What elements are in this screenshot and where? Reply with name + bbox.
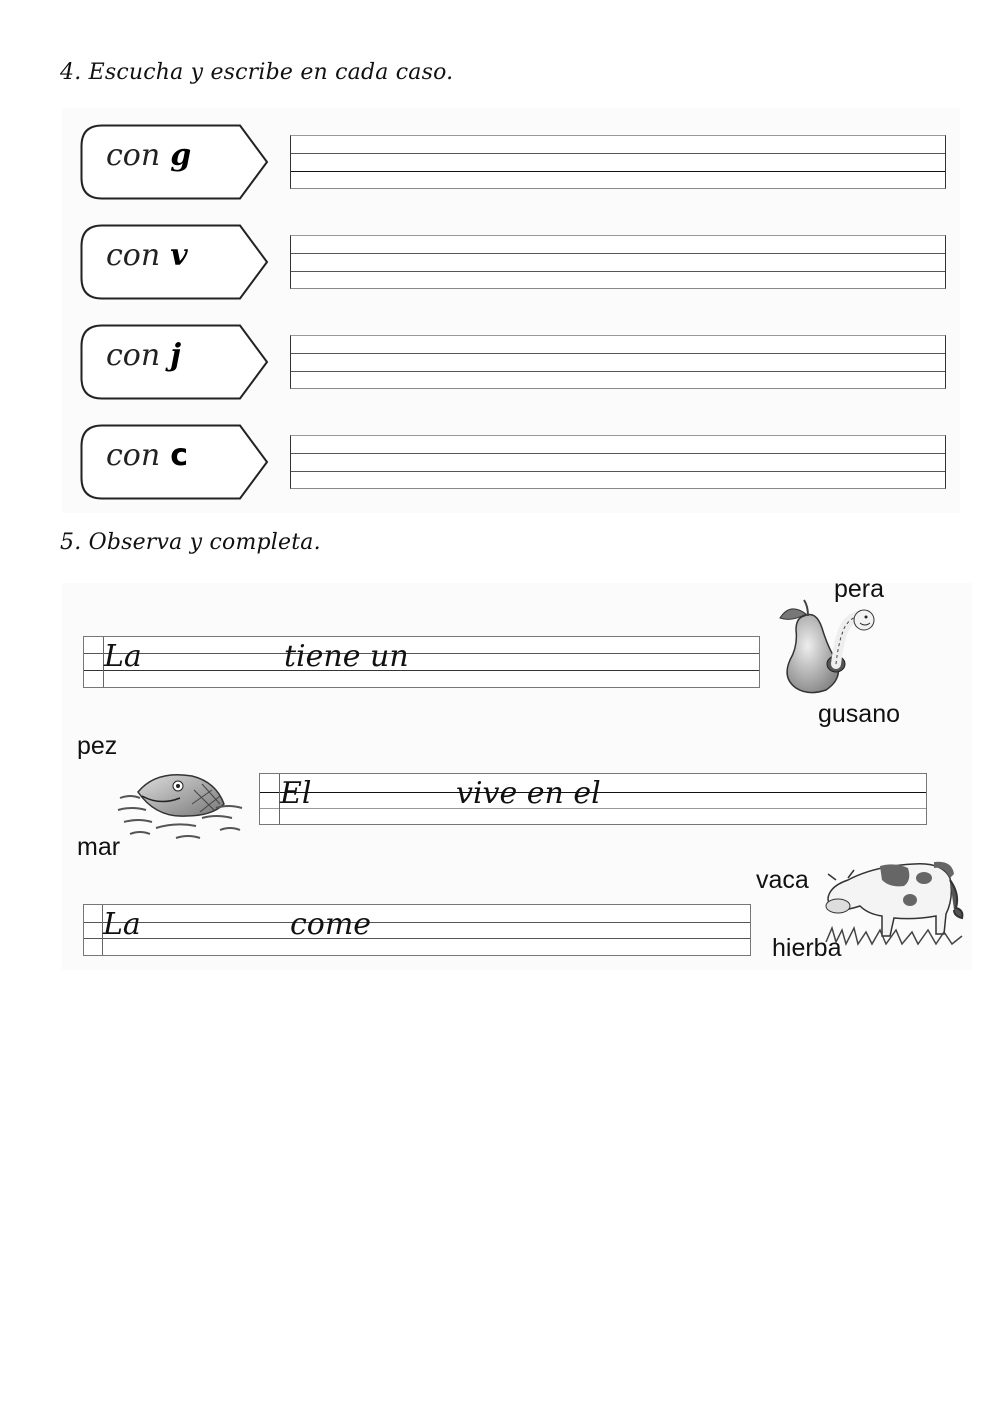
word-gusano: gusano: [818, 700, 901, 728]
tag-label: [106, 338, 181, 373]
word-pera: pera: [834, 575, 885, 603]
tag-label: [106, 138, 191, 173]
cow-grazing-icon: [824, 858, 966, 950]
tag-con-c: [80, 424, 270, 500]
tag-prefix: con: [106, 438, 161, 473]
sentence-start: La: [103, 907, 141, 942]
tag-letter: g: [170, 138, 192, 173]
writing-lines-g[interactable]: [290, 135, 946, 189]
sentence-start: El: [280, 776, 312, 811]
writing-lines-j[interactable]: [290, 335, 946, 389]
word-pez: pez: [77, 732, 118, 760]
tag-con-g: [80, 124, 270, 200]
sentence-box-3[interactable]: [83, 904, 751, 956]
writing-lines-v[interactable]: [290, 235, 946, 289]
tag-label: [106, 238, 188, 273]
tag-prefix: con: [106, 338, 161, 373]
tag-letter: v: [170, 238, 188, 273]
fish-in-sea-icon: [116, 768, 250, 844]
tag-letter: c: [170, 438, 188, 473]
word-mar: mar: [77, 833, 121, 861]
tag-prefix: con: [106, 138, 161, 173]
word-vaca: vaca: [756, 866, 809, 894]
exercise-5-title: 5. Observa y completa.: [60, 530, 321, 555]
tag-label: [106, 438, 188, 473]
writing-lines-c[interactable]: [290, 435, 946, 489]
word-hierba: hierba: [772, 934, 842, 962]
tag-con-v: [80, 224, 270, 300]
sentence-box-1[interactable]: [83, 636, 760, 688]
exercise-4-title: 4. Escucha y escribe en cada caso.: [60, 60, 454, 85]
tag-con-j: [80, 324, 270, 400]
tag-prefix: con: [106, 238, 161, 273]
sentence-start: La: [104, 639, 142, 674]
sentence-middle: come: [290, 907, 372, 942]
pear-with-worm-icon: [778, 598, 893, 696]
sentence-box-2[interactable]: [259, 773, 927, 825]
sentence-middle: vive en el: [456, 776, 601, 811]
tag-letter: j: [170, 338, 182, 373]
sentence-middle: tiene un: [284, 639, 409, 674]
